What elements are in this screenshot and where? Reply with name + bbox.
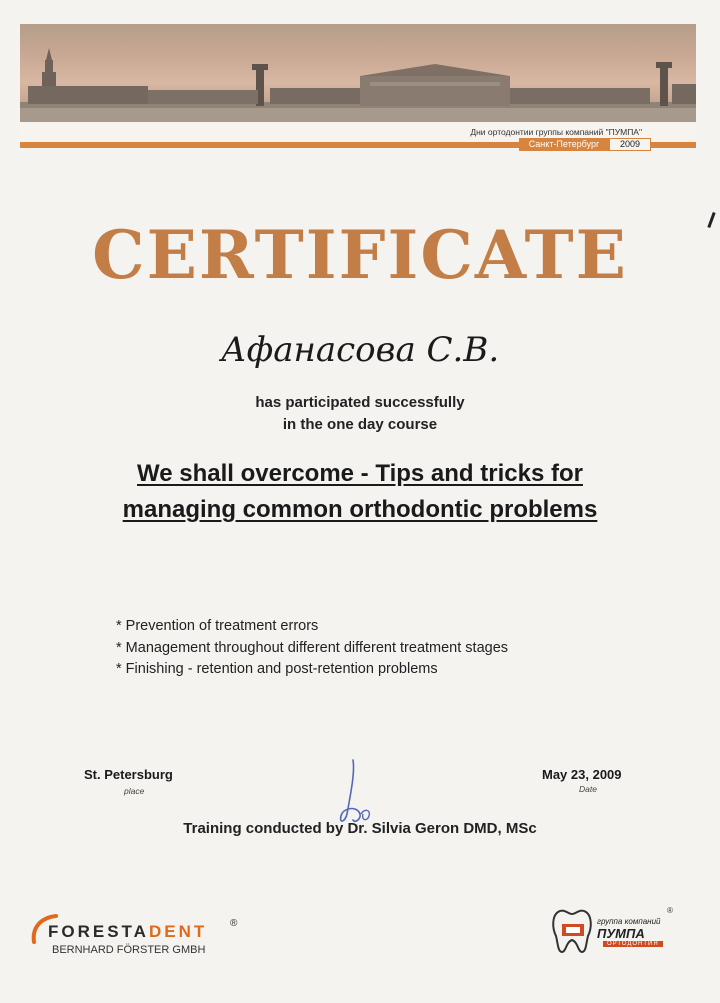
trainer-line: Training conducted by Dr. Silvia Geron DMD, MSc: [183, 820, 537, 837]
topic-list: [116, 616, 508, 681]
forestadent-company: BERNHARD FÖRSTER GMBH: [52, 944, 206, 956]
participation-text: [0, 392, 720, 436]
participation-line-1: has participated successfully: [255, 394, 465, 411]
pumpa-registered: ®: [667, 906, 673, 915]
course-title-line-2: managing common orthodontic problems: [122, 496, 598, 523]
course-title: [0, 456, 720, 528]
topic-item: * Management throughout different different treatment stages: [116, 639, 509, 656]
pumpa-group-label: группа компаний: [597, 917, 661, 926]
place-label: place: [124, 786, 145, 796]
course-title-line-1: We shall overcome - Tips and tricks for: [137, 460, 583, 487]
city-skyline-image: [20, 24, 696, 122]
event-city: Санкт-Петербург: [519, 138, 609, 151]
event-title: Дни ортодонтии группы компаний "ПУМПА": [470, 127, 642, 137]
forestadent-logo-text: [48, 922, 207, 942]
event-year: 2009: [609, 138, 651, 151]
banner-photo: [20, 24, 696, 122]
date-value: May 23, 2009: [542, 767, 622, 782]
participation-line-2: in the one day course: [282, 416, 438, 433]
pumpa-subtitle: ОРТОДОНТИЯ: [603, 941, 663, 947]
forestadent-accent: DENT: [148, 922, 208, 941]
forestadent-registered: ®: [230, 918, 238, 929]
certificate-title: CERTIFICATE: [92, 216, 628, 294]
topic-item: * Prevention of treatment errors: [116, 618, 319, 634]
pumpa-name: ПУМПА: [597, 926, 645, 941]
date-label: Date: [579, 784, 597, 794]
forestadent-prefix: FORESTA: [48, 922, 149, 941]
topic-item: * Finishing - retention and post-retention problems: [116, 661, 438, 677]
place-value: St. Petersburg: [84, 767, 173, 782]
pumpa-tooth-logo-icon: [548, 904, 598, 956]
recipient-name: Афанасова С.В.: [220, 330, 500, 370]
